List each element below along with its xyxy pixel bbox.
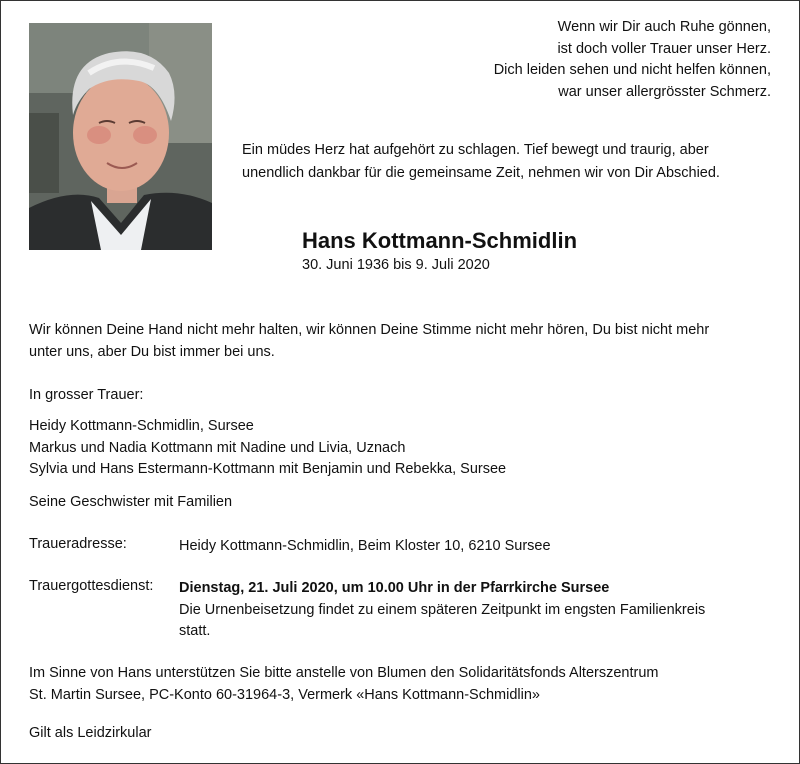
- service-note-line: Die Urnenbeisetzung findet zu einem späteren Zeitpunkt im engsten Familienkreis: [179, 601, 706, 618]
- intro-line: unendlich dankbar für die gemeinsame Zeit, nehmen wir von Dir Abschied.: [242, 165, 720, 181]
- poem-line: ist doch voller Trauer unser Herz.: [557, 40, 771, 57]
- mourners-heading: In grosser Trauer:: [29, 387, 144, 403]
- family-list: [29, 416, 774, 481]
- donation-note: [29, 663, 774, 706]
- family-member: Heidy Kottmann-Schmidlin, Sursee: [29, 418, 254, 434]
- service-details: [179, 578, 779, 643]
- life-dates: 30. Juni 1936 bis 9. Juli 2020: [302, 257, 490, 273]
- service-date-time: Dienstag, 21. Juli 2020, um 10.00 Uhr in der Pfarrkirche Sursee: [179, 580, 610, 596]
- poem-line: war unser allergrösster Schmerz.: [558, 83, 771, 100]
- siblings-line: Seine Geschwister mit Familien: [29, 494, 233, 510]
- deceased-name: Hans Kottmann-Schmidlin: [302, 228, 578, 253]
- donation-line: St. Martin Sursee, PC-Konto 60-31964-3, Vermerk «Hans Kottmann-Schmidlin»: [29, 686, 540, 703]
- poem: [494, 17, 771, 103]
- family-member: Sylvia und Hans Estermann-Kottmann mit Benjamin und Rebekka, Sursee: [29, 461, 507, 477]
- service-label: Trauergottesdienst:: [29, 578, 154, 594]
- address-value: Heidy Kottmann-Schmidlin, Beim Kloster 10, 6210 Sursee: [179, 538, 551, 554]
- poem-line: Dich leiden sehen und nicht helfen können,: [493, 62, 771, 78]
- address-label: Traueradresse:: [29, 536, 127, 552]
- farewell-message: [29, 320, 774, 363]
- service-note-line: statt.: [179, 623, 211, 639]
- donation-line: Im Sinne von Hans unterstützen Sie bitte anstelle von Blumen den Solidaritätsfonds Alterszentrum: [29, 665, 659, 681]
- message-line: unter uns, aber Du bist immer bei uns.: [29, 343, 275, 360]
- poem-line: Wenn wir Dir auch Ruhe gönnen,: [557, 19, 771, 35]
- message-line: Wir können Deine Hand nicht mehr halten, wir können Deine Stimme nicht mehr hören, Du bist nicht mehr: [29, 322, 710, 338]
- footer-note: Gilt als Leidzirkular: [29, 725, 152, 741]
- intro-text: [242, 139, 782, 185]
- family-member: Markus und Nadia Kottmann mit Nadine und Livia, Uznach: [29, 439, 406, 456]
- portrait-photo: [29, 23, 212, 250]
- intro-line: Ein müdes Herz hat aufgehört zu schlagen. Tief bewegt und traurig, aber: [242, 142, 709, 158]
